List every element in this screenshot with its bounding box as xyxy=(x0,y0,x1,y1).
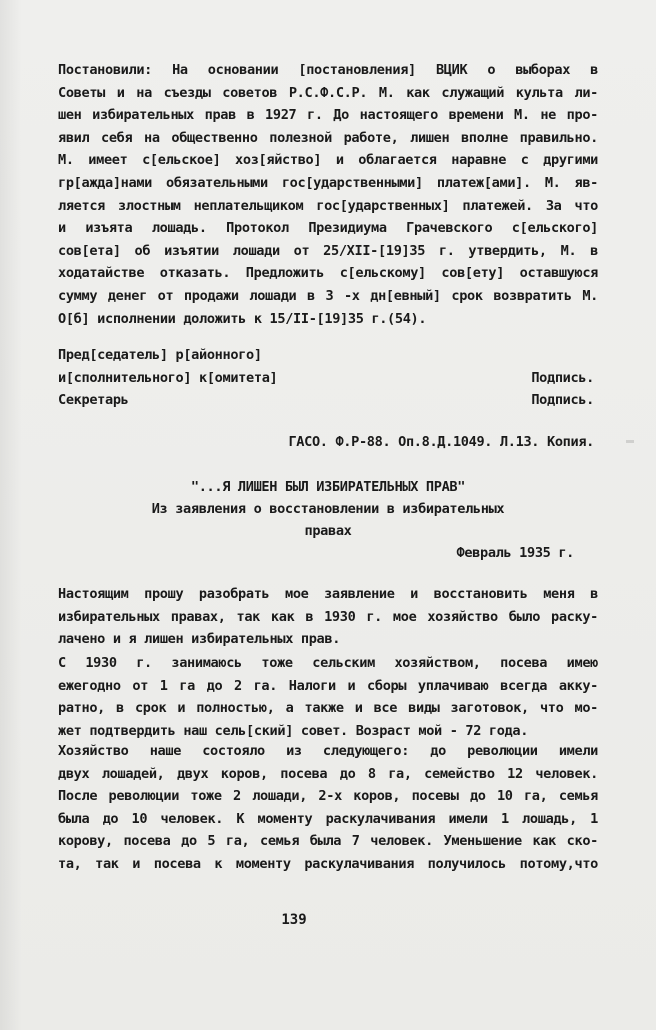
text-line: ежегодно от 1 га до 2 га. Налоги и сборы уплачиваю всегда акку- xyxy=(58,677,598,694)
chairman-signature: Подпись. xyxy=(531,369,594,386)
heading-subtitle-line1: Из заявления о восстановлении в избирательных xyxy=(151,501,505,517)
paragraph-resolution xyxy=(58,59,598,330)
text-line: ратно, в срок и полностью, а также и все виды заготовок, что мо- xyxy=(58,700,598,717)
secretary-title: Секретарь xyxy=(58,392,129,409)
chairman-title-line1: Пред[седатель] р[айонного] xyxy=(58,347,262,363)
archive-reference: ГАСО. Ф.Р-88. Оп.8.Д.1049. Л.13. Копия. xyxy=(288,434,594,450)
heading-subtitle-line2: правах xyxy=(304,523,352,539)
signature-row xyxy=(58,367,594,390)
text-line: жет подтвердить наш сель[ский] совет. Возраст мой - 72 года. xyxy=(58,722,529,739)
text-line: была до 10 человек. К моменту раскулачивания имели 1 лошадь, 1 xyxy=(58,810,598,827)
text-line: Настоящим прошу разобрать мое заявление и восстановить меня в xyxy=(58,586,598,602)
text-line: лачено и я лишен избирательных прав. xyxy=(58,631,341,648)
signature-row xyxy=(58,344,594,367)
text-line: сов[ета] об изъятии лошади от 25/XII-[19]35 г. утвердить, М. в xyxy=(58,242,598,259)
text-line: Советы и на съезды советов Р.С.Ф.С.Р. М. как служащий культа ли- xyxy=(58,84,598,101)
heading-date: Февраль 1935 г. xyxy=(456,545,574,561)
scan-mark xyxy=(626,440,634,443)
text-line: ляется злостным неплательщиком гос[ударственных] платежей. За что xyxy=(58,197,598,214)
signature-block xyxy=(58,344,594,412)
heading-title: "...Я ЛИШЕН БЫЛ ИЗБИРАТЕЛЬНЫХ ПРАВ" xyxy=(190,479,466,495)
text-line: Постановили: На основании [постановления] ВЦИК о выборах в xyxy=(58,62,598,78)
paragraph-household xyxy=(58,740,598,876)
text-line: гр[ажда]нами обязательными гос[ударственными] платеж[ами]. М. яв- xyxy=(58,174,598,191)
paragraph-farming xyxy=(58,652,598,742)
text-line: С 1930 г. занимаюсь тоже сельским хозяйством, посева имею xyxy=(58,655,598,671)
paragraph-request xyxy=(58,583,598,651)
page-number: 139 xyxy=(281,912,307,928)
signature-row xyxy=(58,389,594,412)
secretary-signature: Подпись. xyxy=(531,392,594,409)
text-line: двух лошадей, двух коров, посева до 8 га, семейство 12 человек. xyxy=(58,765,598,782)
text-line: Хозяйство наше состояло из следующего: до революции имели xyxy=(58,743,598,759)
text-line: После революции тоже 2 лошади, 2-х коров, посевы до 10 га, семья xyxy=(58,788,598,805)
document-heading xyxy=(58,476,598,542)
text-line: М. имеет с[ельское] хоз[яйство] и облагается наравне с другими xyxy=(58,152,598,169)
text-line: избирательных правах, так как в 1930 г. мое хозяйство было раску- xyxy=(58,608,598,625)
text-line: шен избирательных прав в 1927 г. До настоящего времени М. не про- xyxy=(58,107,598,124)
text-line: сумму денег от продажи лошади в 3 -х дн[евный] срок возвратить М. xyxy=(58,287,598,304)
text-line: О[б] исполнении доложить к 15/II-[19]35 г.(54). xyxy=(58,310,427,327)
chairman-title-line2: и[сполнительного] к[омитета] xyxy=(58,369,278,386)
text-line: та, так и посева к моменту раскулачивания получилось потому,что xyxy=(58,855,598,872)
text-line: явил себя на общественно полезной работе, лишен вполне правильно. xyxy=(58,129,598,146)
text-line: ходатайстве отказать. Предложить с[ельскому] сов[ету] оставшуюся xyxy=(58,265,598,282)
text-line: и изъята лошадь. Протокол Президиума Грачевского с[ельского] xyxy=(58,220,598,237)
text-line: корову, посева до 5 га, семья была 7 человек. Уменьшение как ско- xyxy=(58,833,598,850)
